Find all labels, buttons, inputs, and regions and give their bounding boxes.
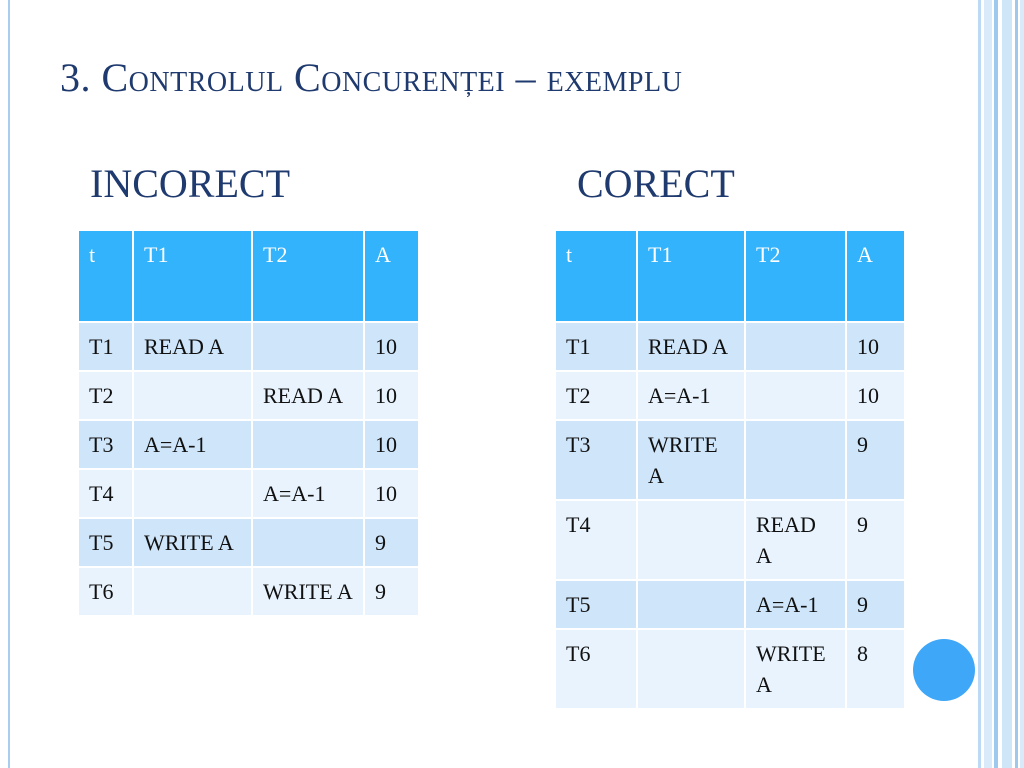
cell-t1-op (637, 629, 745, 709)
table-header-row (78, 230, 419, 322)
schedule-table-incorect (77, 229, 420, 617)
decorative-circle (913, 639, 975, 701)
cell-time: T4 (555, 500, 637, 580)
table-row (555, 580, 905, 629)
table-row (555, 629, 905, 709)
cell-t2-op: READ A (252, 371, 364, 420)
column-header-t: t (555, 230, 637, 322)
cell-t1-op (133, 567, 252, 616)
column-header-a: A (846, 230, 905, 322)
cell-t2-op (252, 420, 364, 469)
cell-t2-op: A=A-1 (745, 580, 846, 629)
right-decorative-stripes (978, 0, 1024, 768)
table-row (78, 567, 419, 616)
column-header-t1: T1 (133, 230, 252, 322)
cell-t1-op (637, 500, 745, 580)
cell-a-value: 10 (846, 322, 905, 371)
cell-a-value: 9 (364, 518, 419, 567)
cell-a-value: 10 (364, 420, 419, 469)
cell-a-value: 10 (846, 371, 905, 420)
cell-time: T2 (78, 371, 133, 420)
table-row (78, 518, 419, 567)
cell-time: T3 (555, 420, 637, 500)
cell-a-value: 9 (846, 580, 905, 629)
cell-time: T5 (78, 518, 133, 567)
cell-time: T2 (555, 371, 637, 420)
cell-t2-op: WRITE A (745, 629, 846, 709)
cell-a-value: 10 (364, 469, 419, 518)
cell-t2-op (745, 322, 846, 371)
table-row (555, 322, 905, 371)
table-row (555, 500, 905, 580)
cell-a-value: 9 (846, 500, 905, 580)
section-heading-corect: CORECT (577, 161, 735, 206)
column-header-t2: T2 (252, 230, 364, 322)
cell-t1-op (133, 469, 252, 518)
cell-t2-op: A=A-1 (252, 469, 364, 518)
cell-time: T3 (78, 420, 133, 469)
table-header-row (555, 230, 905, 322)
cell-t1-op: WRITE A (637, 420, 745, 500)
cell-time: T4 (78, 469, 133, 518)
schedule-table-corect (554, 229, 906, 710)
cell-t2-op: WRITE A (252, 567, 364, 616)
cell-time: T1 (555, 322, 637, 371)
cell-t1-op: WRITE A (133, 518, 252, 567)
cell-t1-op: A=A-1 (133, 420, 252, 469)
table-row (78, 371, 419, 420)
column-header-t: t (78, 230, 133, 322)
cell-time: T5 (555, 580, 637, 629)
table-row (555, 371, 905, 420)
cell-time: T6 (78, 567, 133, 616)
cell-t1-op (637, 580, 745, 629)
cell-t1-op: A=A-1 (637, 371, 745, 420)
cell-t2-op (745, 371, 846, 420)
cell-t1-op: READ A (133, 322, 252, 371)
column-header-a: A (364, 230, 419, 322)
cell-a-value: 9 (364, 567, 419, 616)
cell-a-value: 10 (364, 371, 419, 420)
column-header-t1: T1 (637, 230, 745, 322)
cell-a-value: 9 (846, 420, 905, 500)
cell-time: T6 (555, 629, 637, 709)
cell-t2-op (252, 518, 364, 567)
cell-t1-op (133, 371, 252, 420)
cell-t2-op: READ A (745, 500, 846, 580)
table-row (78, 420, 419, 469)
slide-title: 3. Controlul Concurenței – exemplu (60, 55, 683, 100)
cell-t1-op: READ A (637, 322, 745, 371)
table-row (555, 420, 905, 500)
table-row (78, 322, 419, 371)
table-row (78, 469, 419, 518)
column-header-t2: T2 (745, 230, 846, 322)
section-heading-incorect: INCORECT (90, 161, 290, 206)
cell-time: T1 (78, 322, 133, 371)
left-border-line (8, 0, 10, 768)
cell-t2-op (252, 322, 364, 371)
cell-a-value: 8 (846, 629, 905, 709)
cell-t2-op (745, 420, 846, 500)
cell-a-value: 10 (364, 322, 419, 371)
